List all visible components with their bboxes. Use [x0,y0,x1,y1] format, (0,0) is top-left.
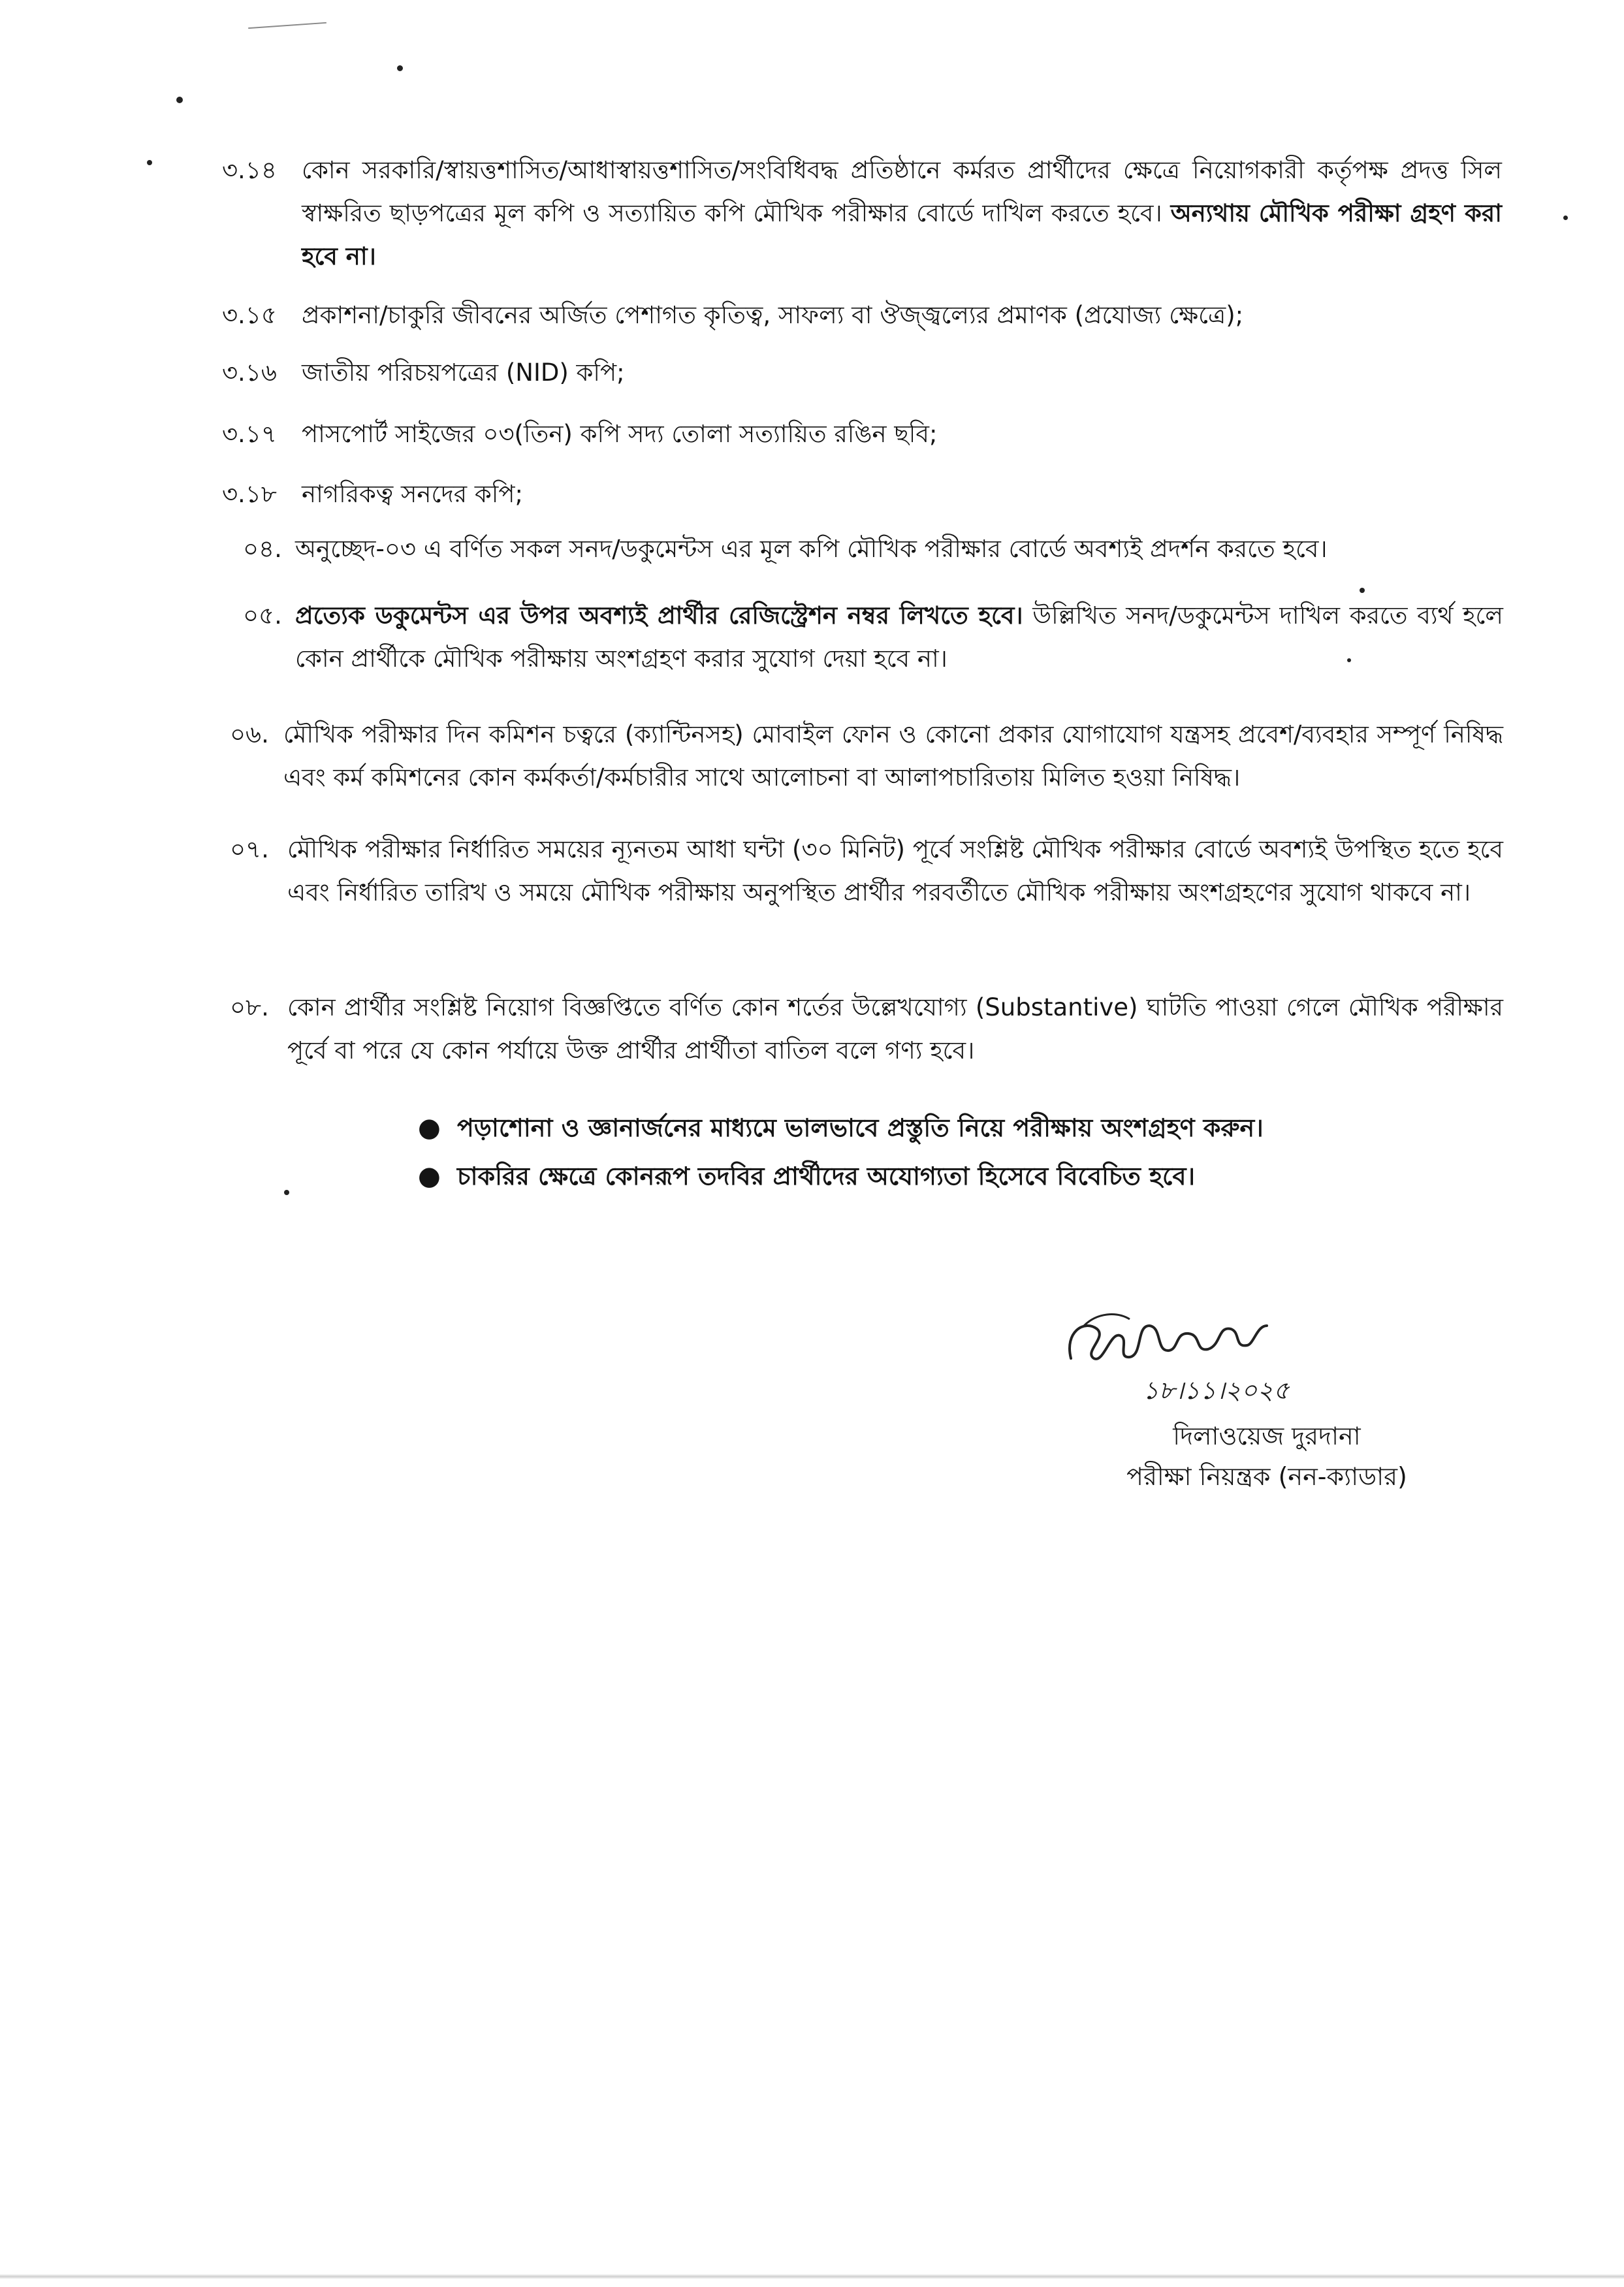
item-04 [243,528,1503,571]
scan-speck [1347,658,1351,662]
item-text: জাতীয় পরিচয়পত্রের (NID) কপি; [302,359,625,387]
bullet-item: ● পড়াশোনা ও জ্ঞানার্জনের মাধ্যমে ভালভাবে প্রস্তুতি নিয়ে পরীক্ষায় অংশগ্রহণ করুন। [418,1104,1264,1152]
item-text: প্রকাশনা/চাকুরি জীবনের অর্জিত পেশাগত কৃতিত্ব, সাফল্য বা ঔজ্জ্বল্যের প্রমাণক (প্রযোজ্য ক্ষেত্রে); [302,301,1244,329]
item-text: মৌখিক পরীক্ষার নির্ধারিত সময়ের ন্যূনতম আধা ঘন্টা (৩০ মিনিট) পূর্বে সংশ্লিষ্ট মৌখিক পরীক্ষার বোর্ডে অবশ্যই উপস্থিত হতে হবে এবং নির্ধারিত তারিখ ও সময়ে মৌখিক পরীক্ষায় অনুপস্থিত প্রার্থীর পরবর্তীতে মৌখিক পরীক্ষায় অংশগ্রহণের সুযোগ থাকবে না। [287,835,1503,906]
scan-speck [176,97,183,103]
item-text: অনুচ্ছেদ-০৩ এ বর্ণিত সকল সনদ/ডকুমেন্টস এর মূল কপি মৌখিক পরীক্ষার বোর্ডে অবশ্যই প্রদর্শন করতে হবে। [295,535,1328,563]
item-number: ৩.১৮ [222,480,277,508]
item-text: নাগরিকত্ব সনদের কপি; [302,480,523,508]
item-3-16 [222,351,1502,394]
item-06 [230,713,1503,799]
scan-speck [147,160,152,165]
item-number: ০৮. [230,993,269,1021]
scan-mark [248,22,326,29]
item-3-18 [222,473,1502,516]
item-07 [230,828,1503,914]
scan-speck [397,65,403,71]
item-text: কোন প্রার্থীর সংশ্লিষ্ট নিয়োগ বিজ্ঞপ্তিতে বর্ণিত কোন শর্তের উল্লেখযোগ্য (Substantive) ঘাটতি পাওয়া গেলে মৌখিক পরীক্ষার পূর্বে বা পরে যে কোন পর্যায়ে উক্ত প্রার্থীর প্রার্থীতা বাতিল বলে গণ্য হবে। [287,993,1503,1064]
signatory-name: দিলাওয়েজ দুরদানা [1173,1422,1361,1450]
bullet-item: ● চাকরির ক্ষেত্রে কোনরূপ তদবির প্রার্থীদের অযোগ্যতা হিসেবে বিবেচিত হবে। [418,1152,1264,1200]
item-bold-text: প্রত্যেক ডকুমেন্টস এর উপর অবশ্যই প্রার্থীর রেজিস্ট্রেশন নম্বর লিখতে হবে। [295,601,1023,630]
item-text: উল্লিখিত সনদ/ডকুমেন্টস দাখিল করতে ব্যর্থ হলে কোন প্রার্থীকে মৌখিক পরীক্ষায় অংশগ্রহণ করার সুযোগ দেয়া হবে না। [295,601,1503,673]
scan-speck [1563,216,1568,220]
item-3-17 [222,413,1502,456]
item-text: পাসপোর্ট সাইজের ০৩(তিন) কপি সদ্য তোলা সত্যায়িত রঙিন ছবি; [302,420,938,448]
signatory-block [1117,1416,1417,1497]
item-text: মৌখিক পরীক্ষার দিন কমিশন চত্বরে (ক্যান্টিনসহ) মোবাইল ফোন ও কোনো প্রকার যোগাযোগ যন্ত্রসহ প্রবেশ/ব্যবহার সম্পূর্ণ নিষিদ্ধ এবং কর্ম কমিশনের কোন কর্মকর্তা/কর্মচারীর সাথে আলোচনা বা আলাপচারিতায় মিলিত হওয়া নিষিদ্ধ। [283,720,1503,792]
item-number: ০৫. [243,601,282,630]
scan-edge [0,2274,1624,2279]
item-number: ০৬. [230,720,269,748]
scan-speck [284,1190,289,1195]
item-number: ০৪. [243,535,282,563]
item-text: কোন সরকারি/স্বায়ত্তশাসিত/আধাস্বায়ত্তশাসিত/সংবিধিবদ্ধ প্রতিষ্ঠানে কর্মরত প্রার্থীদের ক্ষেত্রে নিয়োগকারী কর্তৃপক্ষ প্রদত্ত সিল স্বাক্ষরিত ছাড়পত্রের মূল কপি ও সত্যায়িত কপি মৌখিক পরীক্ষার বোর্ডে দাখিল করতে হবে। [302,156,1502,227]
item-05 [243,594,1503,680]
item-number: ০৭. [230,835,269,863]
handwritten-signature [1058,1306,1384,1378]
item-3-15 [222,294,1502,337]
item-number: ৩.১৭ [222,420,277,448]
item-bold-text: অন্যথায় মৌখিক পরীক্ষা গ্রহণ করা হবে না। [302,199,1502,270]
signatory-designation: পরীক্ষা নিয়ন্ত্রক (নন-ক্যাডার) [1126,1462,1407,1491]
item-number: ৩.১৬ [222,359,277,387]
item-3-14 [222,149,1502,278]
bullet-icon: ● [418,1161,441,1191]
item-number: ৩.১৪ [222,156,277,184]
bullet-icon: ● [418,1113,441,1143]
notice-bullets [418,1104,1264,1200]
item-number: ৩.১৫ [222,301,277,329]
scan-speck [1360,588,1365,593]
item-08 [230,986,1503,1072]
signature-date: ১৮।১১।২০২৫ [1143,1376,1290,1405]
